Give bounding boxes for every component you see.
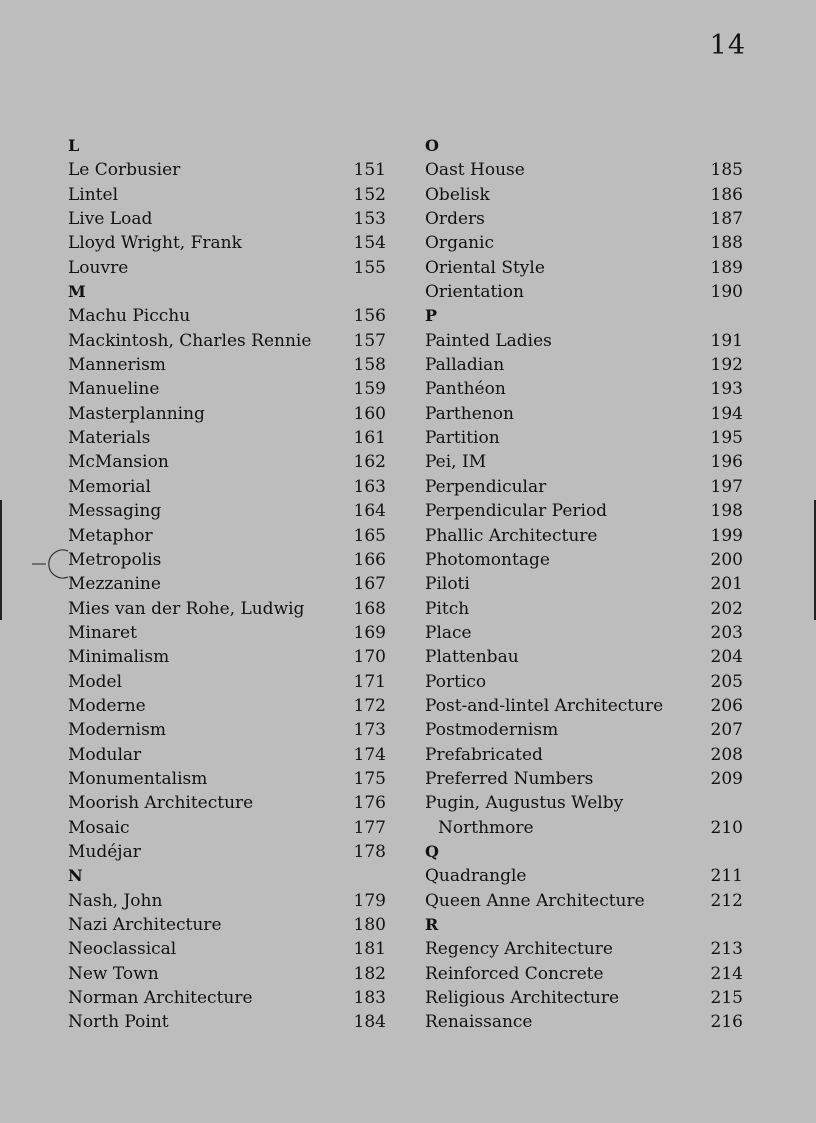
entry-term: McMansion [68, 452, 169, 473]
index-entry [425, 816, 743, 840]
index-entry [425, 548, 743, 572]
index-entry [68, 840, 386, 864]
entry-term: Moorish Architecture [68, 793, 254, 814]
entry-term: Painted Ladies [425, 330, 552, 351]
entry-term: Plattenbau [425, 647, 519, 668]
entry-page-number: 197 [710, 476, 743, 497]
index-entry [68, 426, 386, 450]
entry-page-number: 175 [353, 768, 386, 789]
letter-label: Q [425, 841, 439, 861]
index-entry [425, 718, 743, 742]
index-entry [425, 889, 743, 913]
entry-page-number: 208 [710, 744, 743, 765]
entry-page-number: 159 [353, 379, 386, 400]
entry-term: Manueline [68, 379, 160, 400]
index-entry [425, 937, 743, 961]
entry-term: Norman Architecture [68, 988, 253, 1009]
index-entry [425, 791, 743, 815]
index-entry [425, 207, 743, 231]
entry-term: Model [68, 671, 123, 692]
index-entry [425, 256, 743, 280]
entry-page-number: 215 [710, 988, 743, 1009]
entry-term: Memorial [68, 476, 151, 497]
entry-page-number: 214 [710, 963, 743, 984]
index-entry [425, 962, 743, 986]
index-entry [68, 353, 386, 377]
entry-page-number: 202 [710, 598, 743, 619]
entry-term: Parthenon [425, 403, 514, 424]
entry-term: Lloyd Wright, Frank [68, 233, 242, 254]
entry-term: Place [425, 622, 472, 643]
entry-term: Partition [425, 428, 500, 449]
entry-term: North Point [68, 1012, 169, 1033]
index-entry [68, 499, 386, 523]
entry-page-number: 192 [710, 355, 743, 376]
entry-page-number: 212 [710, 890, 743, 911]
entry-page-number: 173 [353, 720, 386, 741]
entry-page-number: 206 [710, 695, 743, 716]
entry-term: Quadrangle [425, 866, 527, 887]
entry-page-number: 158 [353, 355, 386, 376]
entry-page-number: 179 [353, 890, 386, 911]
index-entry [425, 986, 743, 1010]
index-entry [425, 450, 743, 474]
entry-page-number: 213 [710, 939, 743, 960]
index-entry [68, 791, 386, 815]
entry-page-number: 176 [353, 793, 386, 814]
entry-page-number: 160 [353, 403, 386, 424]
index-entry [425, 377, 743, 401]
index-entry [425, 767, 743, 791]
index-entry [425, 475, 743, 499]
entry-term: Reinforced Concrete [425, 963, 604, 984]
index-entry [68, 816, 386, 840]
entry-page-number: 172 [353, 695, 386, 716]
entry-page-number: 164 [353, 501, 386, 522]
entry-page-number: 151 [353, 160, 386, 181]
index-column-right [425, 134, 743, 1035]
entry-term: Mezzanine [68, 574, 161, 595]
entry-term: Materials [68, 428, 151, 449]
entry-page-number: 207 [710, 720, 743, 741]
entry-term: Phallic Architecture [425, 525, 598, 546]
entry-term: Machu Picchu [68, 306, 191, 327]
entry-page-number: 205 [710, 671, 743, 692]
entry-page-number: 194 [710, 403, 743, 424]
entry-page-number: 196 [710, 452, 743, 473]
index-entry [425, 670, 743, 694]
index-entry [68, 913, 386, 937]
index-entry [425, 743, 743, 767]
index-entry [68, 1010, 386, 1034]
entry-page-number: 163 [353, 476, 386, 497]
entry-page-number: 200 [710, 549, 743, 570]
entry-term: Neoclassical [68, 939, 177, 960]
index-entry [68, 207, 386, 231]
index-entry [68, 402, 386, 426]
entry-term: New Town [68, 963, 159, 984]
entry-page-number: 193 [710, 379, 743, 400]
entry-term: Pei, IM [425, 452, 487, 473]
entry-page-number: 155 [353, 257, 386, 278]
index-entry [68, 889, 386, 913]
entry-page-number: 186 [710, 184, 743, 205]
index-entry [425, 694, 743, 718]
entry-term: Live Load [68, 209, 153, 230]
entry-term: Messaging [68, 501, 162, 522]
entry-page-number: 154 [353, 233, 386, 254]
entry-term: Masterplanning [68, 403, 205, 424]
entry-term: Photomontage [425, 549, 550, 570]
entry-term: Minaret [68, 622, 137, 643]
index-letter-heading [425, 304, 743, 328]
index-entry [68, 670, 386, 694]
index-entry [425, 183, 743, 207]
index-entry [425, 572, 743, 596]
entry-term: Regency Architecture [425, 939, 613, 960]
entry-page-number: 161 [353, 428, 386, 449]
entry-term: Panthéon [425, 379, 506, 400]
scan-edge-left [0, 500, 2, 620]
entry-page-number: 178 [353, 841, 386, 862]
index-entry [425, 426, 743, 450]
entry-page-number: 195 [710, 428, 743, 449]
letter-label: R [425, 915, 439, 934]
letter-label: M [68, 282, 86, 302]
entry-term: Portico [425, 671, 487, 692]
entry-term: Mies van der Rohe, Ludwig [68, 598, 305, 619]
entry-page-number: 166 [353, 549, 386, 570]
entry-page-number: 187 [710, 209, 743, 230]
letter-label: O [425, 136, 439, 155]
entry-page-number: 184 [353, 1012, 386, 1033]
entry-term: Lintel [68, 184, 119, 205]
entry-term: Pugin, Augustus Welby [425, 793, 624, 814]
entry-page-number: 185 [710, 160, 743, 181]
index-entry [425, 597, 743, 621]
index-column-left [68, 134, 386, 1035]
entry-term: Mosaic [68, 817, 130, 838]
entry-page-number: 165 [353, 525, 386, 546]
letter-label: N [68, 866, 83, 886]
entry-term: Post-and-lintel Architecture [425, 695, 664, 716]
index-entry [68, 231, 386, 255]
entry-page-number: 191 [710, 330, 743, 351]
entry-page-number: 156 [353, 306, 386, 327]
entry-page-number: 209 [710, 768, 743, 789]
page-number: 14 [709, 30, 746, 61]
letter-label: P [425, 306, 438, 326]
entry-term: Minimalism [68, 647, 170, 668]
index-entry [68, 937, 386, 961]
entry-page-number: 182 [353, 963, 386, 984]
entry-term: Orientation [425, 282, 524, 303]
entry-page-number: 152 [353, 184, 386, 205]
entry-page-number: 190 [710, 282, 743, 303]
index-entry [425, 621, 743, 645]
entry-term: Northmore [438, 817, 534, 838]
entry-page-number: 167 [353, 574, 386, 595]
entry-term: Preferred Numbers [425, 768, 594, 789]
index-entry [68, 986, 386, 1010]
entry-term: Oast House [425, 160, 525, 181]
index-entry [68, 158, 386, 182]
entry-page-number: 203 [710, 622, 743, 643]
index-entry [68, 524, 386, 548]
entry-term: Perpendicular [425, 476, 547, 497]
entry-term: Piloti [425, 574, 470, 595]
entry-term: Mackintosh, Charles Rennie [68, 330, 312, 351]
entry-page-number: 177 [353, 817, 386, 838]
entry-page-number: 204 [710, 647, 743, 668]
entry-page-number: 162 [353, 452, 386, 473]
entry-term: Modular [68, 744, 142, 765]
index-entry [68, 645, 386, 669]
entry-page-number: 210 [710, 817, 743, 838]
entry-term: Renaissance [425, 1012, 533, 1033]
index-entry [68, 694, 386, 718]
entry-term: Orders [425, 209, 485, 230]
entry-term: Pitch [425, 598, 470, 619]
index-letter-heading [68, 280, 386, 304]
index-entry [68, 743, 386, 767]
entry-page-number: 199 [710, 525, 743, 546]
letter-label: L [68, 136, 80, 155]
index-entry [68, 572, 386, 596]
index-letter-heading [425, 913, 743, 937]
entry-page-number: 174 [353, 744, 386, 765]
entry-term: Mannerism [68, 355, 166, 376]
index-letter-heading [68, 134, 386, 158]
entry-term: Palladian [425, 355, 505, 376]
index-entry [425, 524, 743, 548]
entry-term: Perpendicular Period [425, 501, 608, 522]
entry-page-number: 216 [710, 1012, 743, 1033]
entry-page-number: 153 [353, 209, 386, 230]
entry-page-number: 157 [353, 330, 386, 351]
index-entry [425, 353, 743, 377]
entry-term: Modernism [68, 720, 166, 741]
index-entry [425, 158, 743, 182]
entry-term: Louvre [68, 257, 129, 278]
entry-page-number: 169 [353, 622, 386, 643]
index-entry [425, 499, 743, 523]
index-entry [425, 280, 743, 304]
entry-page-number: 168 [353, 598, 386, 619]
entry-term: Queen Anne Architecture [425, 890, 645, 911]
entry-term: Postmodernism [425, 720, 559, 741]
entry-page-number: 181 [353, 939, 386, 960]
entry-term: Moderne [68, 695, 146, 716]
entry-term: Le Corbusier [68, 160, 181, 181]
entry-term: Religious Architecture [425, 988, 620, 1009]
index-letter-heading [68, 864, 386, 888]
index-entry [425, 864, 743, 888]
entry-term: Nazi Architecture [68, 915, 222, 935]
index-entry [68, 548, 386, 572]
entry-page-number: 180 [353, 915, 386, 935]
index-entry [68, 962, 386, 986]
index-entry [68, 718, 386, 742]
index-entry [425, 1010, 743, 1034]
entry-page-number: 211 [710, 866, 743, 887]
index-entry [68, 767, 386, 791]
entry-page-number: 171 [353, 671, 386, 692]
index-letter-heading [425, 134, 743, 158]
index-entry [68, 475, 386, 499]
index-entry [68, 183, 386, 207]
entry-page-number: 201 [710, 574, 743, 595]
punch-hole-mark [32, 545, 72, 585]
index-entry [68, 377, 386, 401]
entry-page-number: 188 [710, 233, 743, 254]
index-entry [68, 329, 386, 353]
entry-term: Mudéjar [68, 841, 141, 862]
entry-page-number: 189 [710, 257, 743, 278]
index-entry [425, 231, 743, 255]
entry-term: Metropolis [68, 549, 162, 570]
entry-term: Metaphor [68, 525, 153, 546]
entry-term: Nash, John [68, 890, 163, 911]
index-entry [425, 329, 743, 353]
index-entry [68, 450, 386, 474]
index-entry [425, 645, 743, 669]
entry-term: Oriental Style [425, 257, 545, 278]
index-letter-heading [425, 840, 743, 864]
index-entry [425, 402, 743, 426]
entry-term: Organic [425, 233, 494, 254]
index-entry [68, 304, 386, 328]
index-entry [68, 256, 386, 280]
entry-page-number: 183 [353, 988, 386, 1009]
index-entry [68, 621, 386, 645]
entry-term: Prefabricated [425, 744, 543, 765]
entry-term: Obelisk [425, 184, 490, 205]
index-entry [68, 597, 386, 621]
entry-term: Monumentalism [68, 768, 208, 789]
entry-page-number: 198 [710, 501, 743, 522]
entry-page-number: 170 [353, 647, 386, 668]
